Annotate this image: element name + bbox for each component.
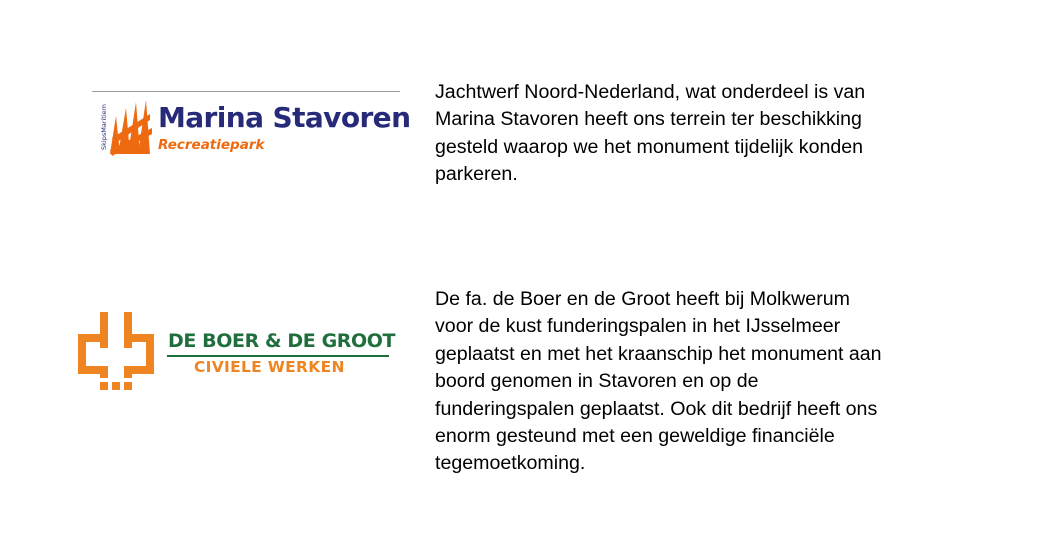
text-line: De fa. de Boer en de Groot heeft bij Molkwerum bbox=[435, 288, 850, 310]
text-line: gesteld waarop we het monument tijdelijk konden bbox=[435, 135, 864, 158]
db-monogram-icon bbox=[76, 310, 160, 394]
sail-icon bbox=[96, 94, 154, 156]
logo-company-subtitle: CIVIELE WERKEN bbox=[194, 358, 345, 376]
text-line: Marina Stavoren heeft ons terrein ter beschikking bbox=[435, 108, 862, 131]
text-line: voor de kust funderingspalen in het IJsselmeer bbox=[435, 315, 841, 338]
text-line: tegemoetkoming. bbox=[435, 452, 586, 475]
vertical-brand-text: SkipsMaritiem bbox=[100, 104, 108, 150]
text-line: enorm gesteund met een geweldige financiële bbox=[435, 425, 835, 448]
de-boer-de-groot-logo bbox=[76, 310, 396, 394]
logo-divider bbox=[92, 91, 400, 92]
text-line: Jachtwerf Noord-Nederland, wat onderdeel is van bbox=[435, 81, 866, 103]
logo-company-name: Marina Stavoren bbox=[158, 101, 411, 134]
marina-stavoren-logo bbox=[92, 88, 411, 158]
sponsor-description-marina bbox=[435, 79, 955, 189]
text-line: parkeren. bbox=[435, 163, 518, 186]
text-line: geplaatst en met het kraanschip het monument aan bbox=[435, 342, 882, 365]
sponsor-description-de-boer bbox=[435, 286, 955, 478]
logo-divider bbox=[167, 355, 389, 357]
logo-company-subtitle: Recreatiepark bbox=[158, 137, 265, 153]
logo-company-name: DE BOER & DE GROOT bbox=[168, 330, 396, 352]
text-line: boord genomen in Stavoren en op de bbox=[435, 370, 759, 393]
text-line: funderingspalen geplaatst. Ook dit bedrijf heeft ons bbox=[435, 397, 878, 420]
